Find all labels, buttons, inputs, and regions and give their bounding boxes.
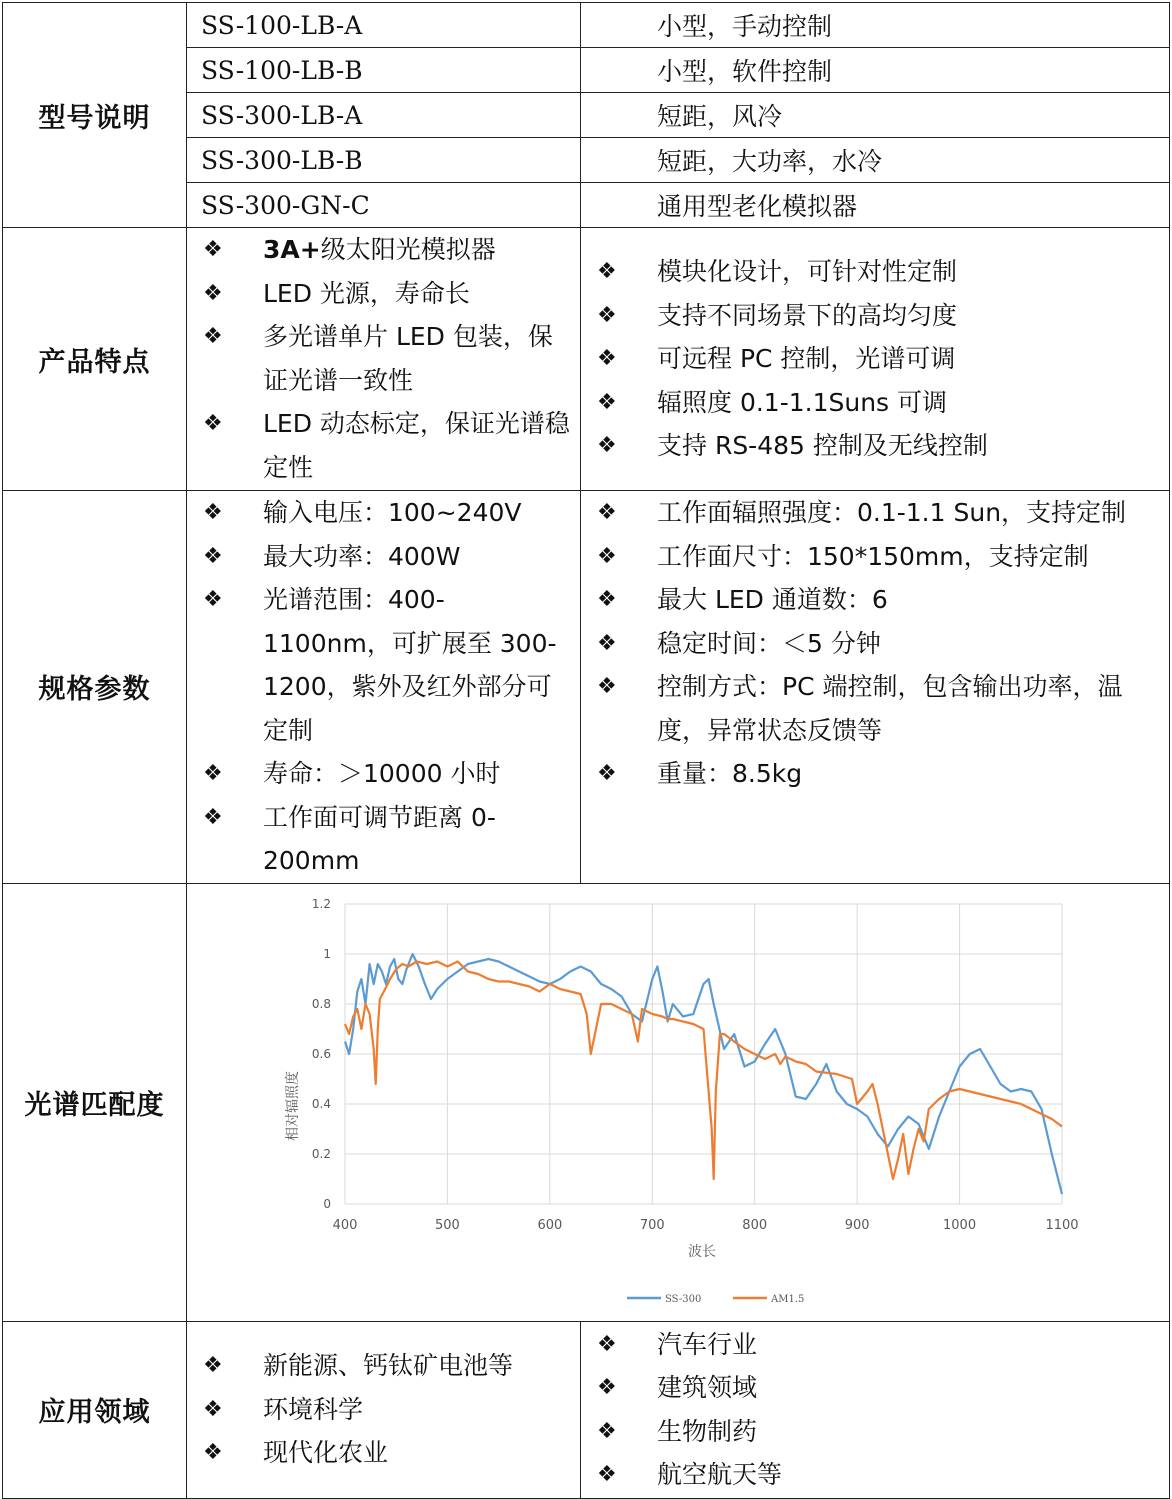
spectrum-chart-cell — [187, 883, 1170, 1321]
list-item — [187, 402, 580, 489]
spectrum-chart — [187, 884, 1169, 1321]
feature-bold-text: 3A+ — [263, 235, 321, 264]
list-item: ❖ 环境科学 — [187, 1388, 580, 1432]
list-item: ❖ 寿命：＞10000 小时 — [187, 752, 580, 796]
list-item: ❖ 汽车行业 — [581, 1323, 1169, 1367]
diamond-bullet-icon: ❖ — [203, 587, 223, 612]
y-tick-label: 0 — [323, 1196, 331, 1211]
apps-right-list — [581, 1323, 1169, 1497]
diamond-bullet-icon: ❖ — [597, 302, 617, 328]
diamond-bullet-icon: ❖ — [203, 804, 223, 830]
y-axis-label: 相对辐照度 — [285, 1070, 301, 1141]
diamond-bullet-icon: ❖ — [597, 587, 617, 612]
y-tick-label: 1 — [323, 946, 331, 961]
features-left-list — [187, 228, 580, 489]
list-item: ❖ 工作面尺寸：150*150mm，支持定制 — [581, 535, 1169, 579]
model-header: 型号说明 — [3, 3, 187, 228]
list-item — [187, 272, 580, 316]
model-code: SS-300-GN-C — [187, 183, 581, 228]
diamond-bullet-icon: ❖ — [597, 500, 617, 525]
list-item: ❖ 最大 LED 通道数：6 — [581, 578, 1169, 622]
feature-text: LED 动态标定，保证光谱稳定性 — [263, 409, 570, 482]
diamond-bullet-icon: ❖ — [597, 1331, 617, 1357]
y-tick-label: 0.4 — [311, 1096, 331, 1111]
diamond-bullet-icon: ❖ — [203, 1353, 223, 1379]
x-tick-label: 800 — [742, 1217, 768, 1233]
model-code: SS-100-LB-B — [187, 48, 581, 93]
series-line-SS-300 — [345, 954, 1062, 1194]
list-item: ❖ 新能源、钙钛矿电池等 — [187, 1344, 580, 1388]
x-tick-label: 900 — [844, 1217, 870, 1233]
diamond-bullet-icon: ❖ — [597, 674, 617, 699]
y-tick-label: 1.2 — [311, 896, 331, 911]
model-code: SS-300-LB-A — [187, 93, 581, 138]
list-item: ❖ 控制方式：PC 端控制，包含输出功率，温度，异常状态反馈等 — [581, 665, 1169, 752]
list-item: ❖ 建筑领域 — [581, 1366, 1169, 1410]
diamond-bullet-icon: ❖ — [597, 761, 617, 786]
model-code: SS-300-LB-B — [187, 138, 581, 183]
feature-text: 级太阳光模拟器 — [320, 235, 496, 264]
list-item: ❖ 生物制药 — [581, 1410, 1169, 1454]
features-header: 产品特点 — [3, 228, 187, 491]
legend-label: SS-300 — [665, 1293, 702, 1305]
diamond-bullet-icon: ❖ — [203, 1396, 223, 1422]
list-item: ❖ 输入电压：100~240V — [187, 491, 580, 535]
y-tick-label: 0.8 — [311, 996, 331, 1011]
apps-header: 应用领域 — [3, 1321, 187, 1498]
list-item: ❖ 模块化设计，可针对性定制 — [581, 250, 1169, 294]
list-item — [187, 228, 580, 272]
apps-right-cell — [581, 1321, 1170, 1498]
diamond-bullet-icon: ❖ — [597, 346, 617, 372]
diamond-bullet-icon: ❖ — [597, 543, 617, 569]
diamond-bullet-icon: ❖ — [203, 324, 223, 349]
x-tick-label: 1000 — [943, 1217, 977, 1233]
x-tick-label: 400 — [332, 1217, 358, 1233]
y-tick-label: 0.2 — [311, 1146, 331, 1161]
list-item: ❖ 可远程 PC 控制，光谱可调 — [581, 337, 1169, 381]
diamond-bullet-icon: ❖ — [203, 543, 223, 569]
list-item: ❖ 最大功率：400W — [187, 535, 580, 579]
legend-label: AM1.5 — [771, 1293, 805, 1305]
features-right-list — [581, 250, 1169, 468]
features-left-cell — [187, 228, 581, 491]
diamond-bullet-icon: ❖ — [597, 1462, 617, 1487]
features-right-cell — [581, 228, 1170, 491]
x-tick-label: 500 — [435, 1217, 460, 1233]
diamond-bullet-icon: ❖ — [203, 237, 223, 262]
diamond-bullet-icon: ❖ — [597, 433, 617, 459]
list-item: ❖ 现代化农业 — [187, 1431, 580, 1475]
x-tick-label: 1100 — [1045, 1217, 1079, 1233]
diamond-bullet-icon: ❖ — [203, 411, 223, 436]
specs-header: 规格参数 — [3, 491, 187, 884]
specs-right-list — [581, 491, 1169, 796]
diamond-bullet-icon: ❖ — [203, 280, 223, 306]
diamond-bullet-icon: ❖ — [597, 1418, 617, 1444]
feature-text: LED 光源，寿命长 — [263, 278, 470, 308]
feature-text: 多光谱单片 LED 包装，保证光谱一致性 — [263, 322, 553, 395]
diamond-bullet-icon: ❖ — [203, 1440, 223, 1466]
model-desc: 通用型老化模拟器 — [581, 183, 1170, 228]
diamond-bullet-icon: ❖ — [203, 761, 223, 786]
spectrum-header: 光谱匹配度 — [3, 883, 187, 1321]
list-item: ❖ 航空航天等 — [581, 1453, 1169, 1497]
list-item: ❖ 支持 RS-485 控制及无线控制 — [581, 424, 1169, 468]
list-item: ❖ 光谱范围：400-1100nm，可扩展至 300-1200，紫外及红外部分可定制 — [187, 578, 580, 752]
product-spec-table — [2, 2, 1170, 1499]
x-tick-label: 600 — [537, 1217, 563, 1233]
list-item: ❖ 辐照度 0.1-1.1Suns 可调 — [581, 381, 1169, 425]
list-item: ❖ 工作面可调节距离 0-200mm — [187, 796, 580, 883]
specs-left-list — [187, 491, 580, 883]
apps-left-cell — [187, 1321, 581, 1498]
list-item: ❖ 支持不同场景下的高均匀度 — [581, 294, 1169, 338]
model-desc: 短距，风冷 — [581, 93, 1170, 138]
diamond-bullet-icon: ❖ — [597, 630, 617, 656]
x-axis-label: 波长 — [688, 1243, 716, 1260]
model-desc: 小型，手动控制 — [581, 3, 1170, 48]
diamond-bullet-icon: ❖ — [203, 500, 223, 525]
model-desc: 小型，软件控制 — [581, 48, 1170, 93]
diamond-bullet-icon: ❖ — [597, 259, 617, 285]
list-item: ❖ 稳定时间：＜5 分钟 — [581, 622, 1169, 666]
list-item: ❖ 重量：8.5kg — [581, 752, 1169, 796]
y-tick-label: 0.6 — [311, 1046, 331, 1061]
diamond-bullet-icon: ❖ — [597, 389, 617, 415]
specs-right-cell — [581, 491, 1170, 884]
apps-left-list — [187, 1344, 580, 1475]
model-code: SS-100-LB-A — [187, 3, 581, 48]
model-desc: 短距，大功率，水冷 — [581, 138, 1170, 183]
diamond-bullet-icon: ❖ — [597, 1375, 617, 1400]
specs-left-cell — [187, 491, 581, 884]
list-item: ❖ 工作面辐照强度：0.1-1.1 Sun，支持定制 — [581, 491, 1169, 535]
x-tick-label: 700 — [639, 1217, 665, 1233]
list-item — [187, 315, 580, 402]
series-line-AM1.5 — [345, 961, 1062, 1179]
